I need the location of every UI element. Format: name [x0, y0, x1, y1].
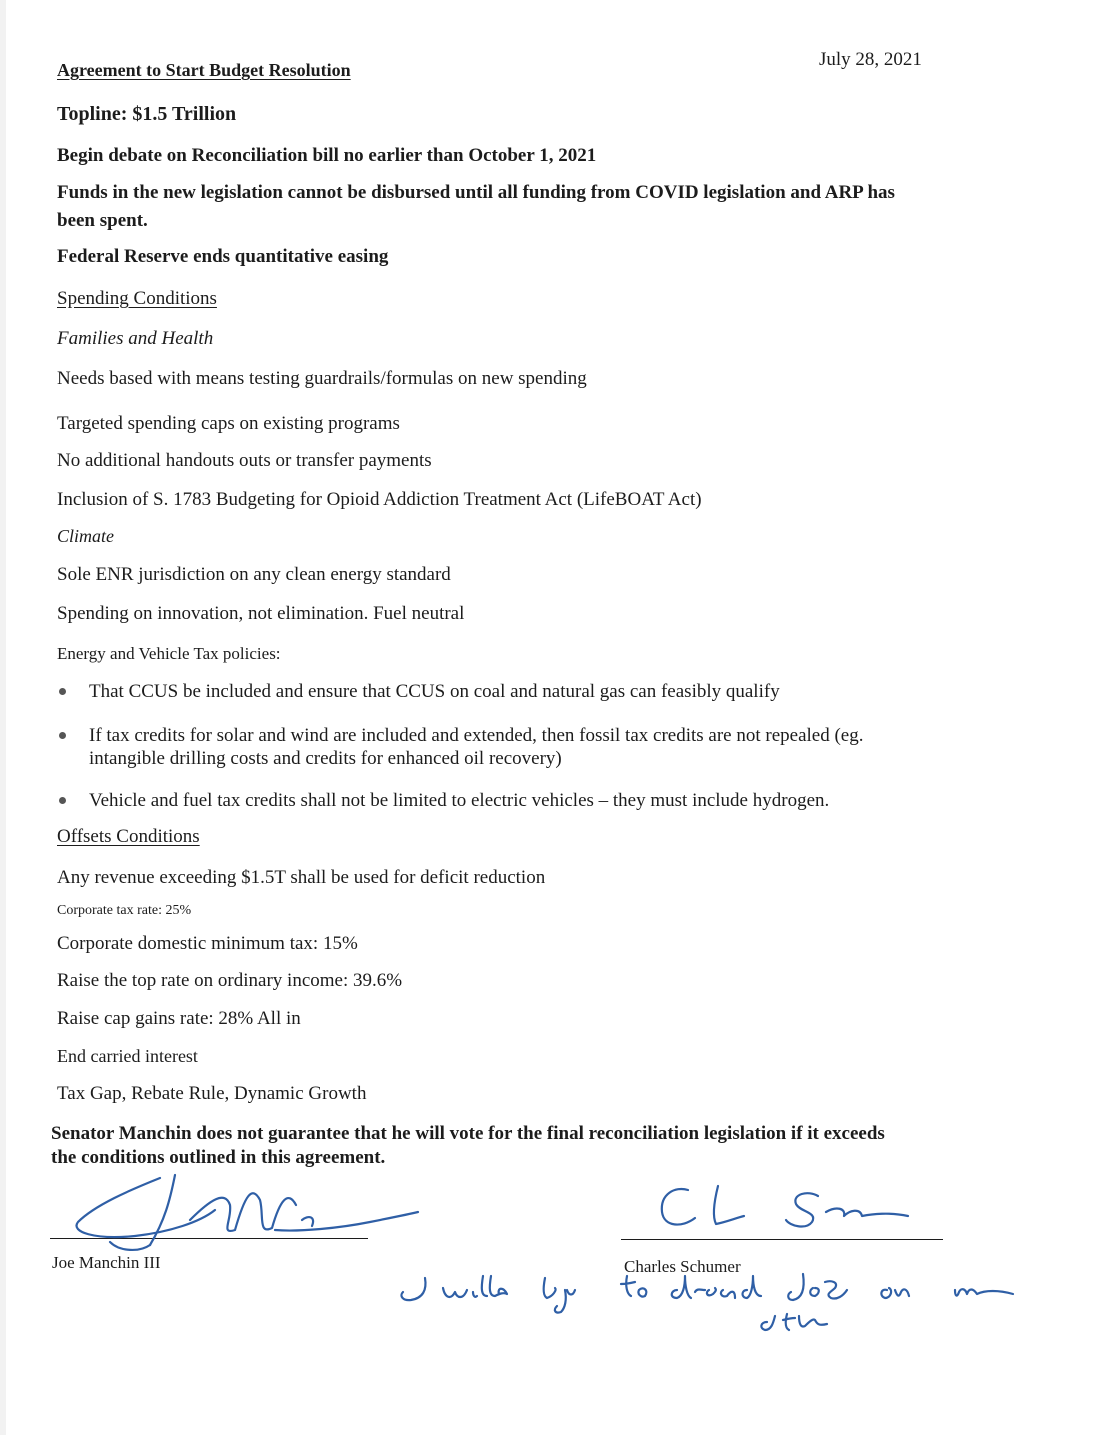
offsets-item: Any revenue exceeding $1.5T shall be used for deficit reduction: [57, 867, 546, 888]
bullet-item: If tax credits for solar and wind are included and extended, then fossil tax credits are not repealed (eg.: [89, 725, 864, 746]
offsets-item: Raise the top rate on ordinary income: 39.6%: [57, 970, 403, 991]
families-health-heading: Families and Health: [57, 328, 214, 349]
climate-item: Sole ENR jurisdiction on any clean energy standard: [57, 564, 451, 585]
families-item: Targeted spending caps on existing programs: [57, 413, 400, 434]
offsets-item: Corporate domestic minimum tax: 15%: [57, 933, 358, 954]
offsets-item: Corporate tax rate: 25%: [57, 903, 192, 918]
offsets-item: Tax Gap, Rebate Rule, Dynamic Growth: [57, 1083, 367, 1104]
debate-date-term: Begin debate on Reconciliation bill no earlier than October 1, 2021: [57, 145, 597, 166]
topline: Topline: $1.5 Trillion: [57, 103, 237, 125]
funds-term-line2: been spent.: [57, 210, 148, 231]
bullet-item: Vehicle and fuel tax credits shall not be limited to electric vehicles – they must include hydrogen.: [89, 790, 830, 811]
offsets-item: Raise cap gains rate: 28% All in: [57, 1008, 301, 1029]
offsets-item: End carried interest: [57, 1046, 198, 1066]
manchin-signature: [40, 1160, 430, 1270]
handwritten-note: [395, 1268, 1035, 1353]
signer-name-manchin: Joe Manchin III: [52, 1253, 161, 1272]
climate-item: Spending on innovation, not elimination. Fuel neutral: [57, 603, 465, 624]
document-date: July 28, 2021: [819, 49, 922, 70]
offsets-conditions-heading: Offsets Conditions: [57, 826, 200, 847]
climate-item: Energy and Vehicle Tax policies:: [57, 644, 281, 663]
bullet-dot: [59, 797, 66, 804]
bullet-dot: [59, 732, 66, 739]
signer-name-schumer: Charles Schumer: [624, 1257, 741, 1276]
bullet-item: That CCUS be included and ensure that CCUS on coal and natural gas can feasibly qualify: [89, 681, 780, 702]
families-item: Needs based with means testing guardrails/formulas on new spending: [57, 368, 587, 389]
climate-heading: Climate: [57, 526, 114, 546]
document-title: Agreement to Start Budget Resolution: [57, 60, 351, 80]
bullet-item-continued: intangible drilling costs and credits for enhanced oil recovery): [89, 748, 562, 769]
closing-statement-line2: the conditions outlined in this agreement.: [51, 1147, 386, 1168]
funds-term-line1: Funds in the new legislation cannot be disbursed until all funding from COVID legislation and ARP has: [57, 182, 895, 203]
closing-statement-line1: Senator Manchin does not guarantee that he will vote for the final reconciliation legislation if it exceeds: [51, 1123, 885, 1144]
bullet-dot: [59, 688, 66, 695]
families-item: No additional handouts outs or transfer payments: [57, 450, 432, 471]
spending-conditions-heading: Spending Conditions: [57, 288, 217, 309]
fed-term: Federal Reserve ends quantitative easing: [57, 246, 389, 267]
schumer-signature: [640, 1172, 940, 1242]
scan-edge: [0, 0, 6, 1435]
families-item: Inclusion of S. 1783 Budgeting for Opioid Addiction Treatment Act (LifeBOAT Act): [57, 489, 702, 510]
